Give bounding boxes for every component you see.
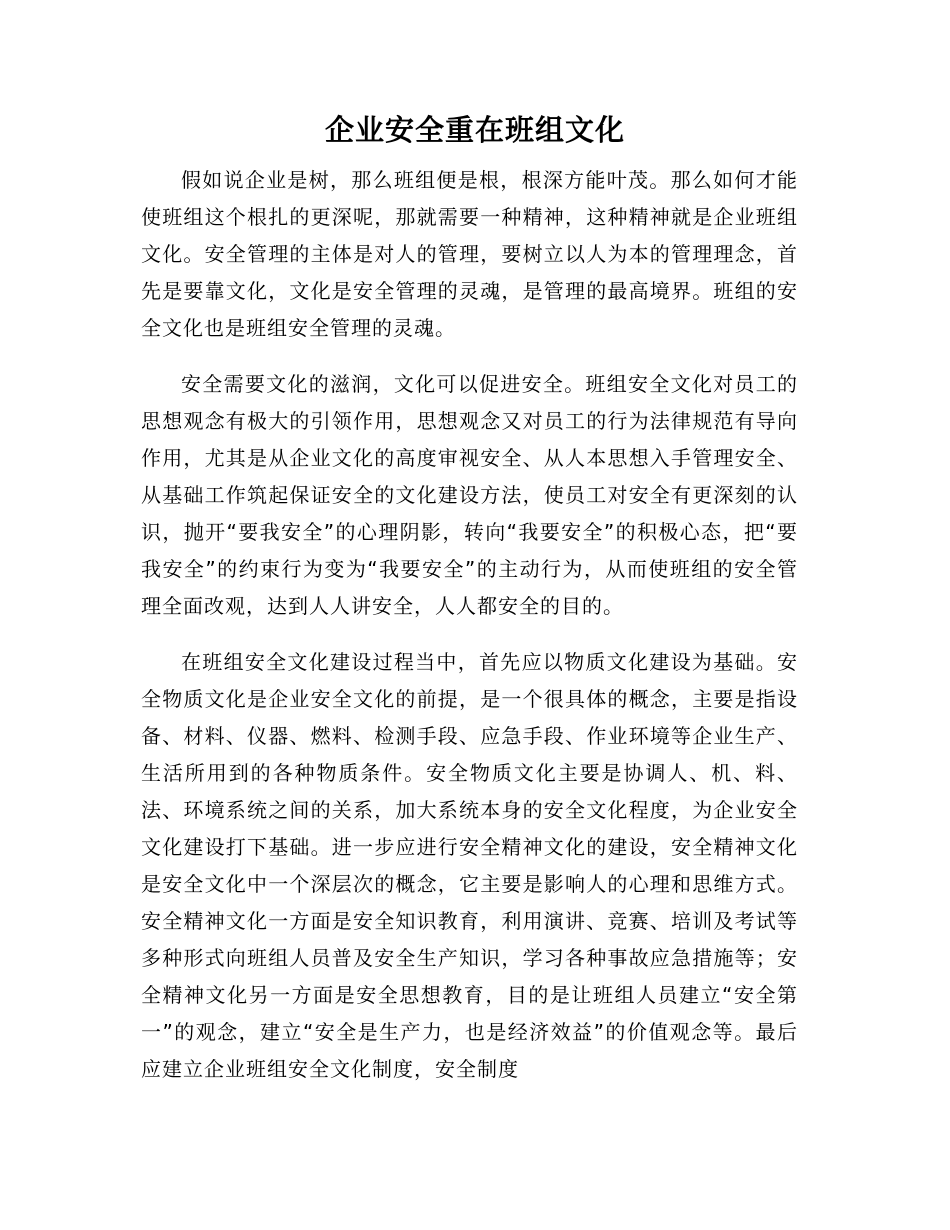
paragraph-3: 在班组安全文化建设过程当中，首先应以物质文化建设为基础。安全物质文化是企业安全文化的前提，是一个很具体的概念，主要是指设备、材料、仪器、燃料、检测手段、应急手段、作业环境等企业生产、生活所用到的各种物质条件。安全物质文化主要是协调人、机、料、法、环境系统之间的关系，加大系统本身的安全文化程度，为企业安全文化建设打下基础。进一步应进行安全精神文化的建设，安全精神文化是安全文化中一个深层次的概念，它主要是影响人的心理和思维方式。安全精神文化一方面是安全知识教育，利用演讲、竞赛、培训及考试等多种形式向班组人员普及安全生产知识，学习各种事故应急措施等；安全精神文化另一方面是安全思想教育，目的是让班组人员建立“安全第一”的观念，建立“安全是生产力，也是经济效益”的价值观念等。最后应建立企业班组安全文化制度，安全制度 (141, 650, 798, 1081)
document-body (141, 162, 798, 1107)
paragraph-1: 假如说企业是树，那么班组便是根，根深方能叶茂。那么如何才能使班组这个根扎的更深呢，那就需要一种精神，这种精神就是企业班组文化。安全管理的主体是对人的管理，要树立以人为本的管理理念，首先是要靠文化，文化是安全管理的灵魂，是管理的最高境界。班组的安全文化也是班组安全管理的灵魂。 (141, 168, 798, 340)
document-title: 企业安全重在班组文化 (324, 113, 625, 147)
paragraph-2: 安全需要文化的滋润，文化可以促进安全。班组安全文化对员工的思想观念有极大的引领作用，思想观念又对员工的行为法律规范有导向作用，尤其是从企业文化的高度审视安全、从人本思想入手管理安全、从基础工作筑起保证安全的文化建设方法，使员工对安全有更深刻的认识，抛开“要我安全”的心理阴影，转向“我要安全”的积极心态，把“要我安全”的约束行为变为“我要安全”的主动行为，从而使班组的安全管理全面改观，达到人人讲安全，人人都安全的目的。 (141, 372, 798, 618)
